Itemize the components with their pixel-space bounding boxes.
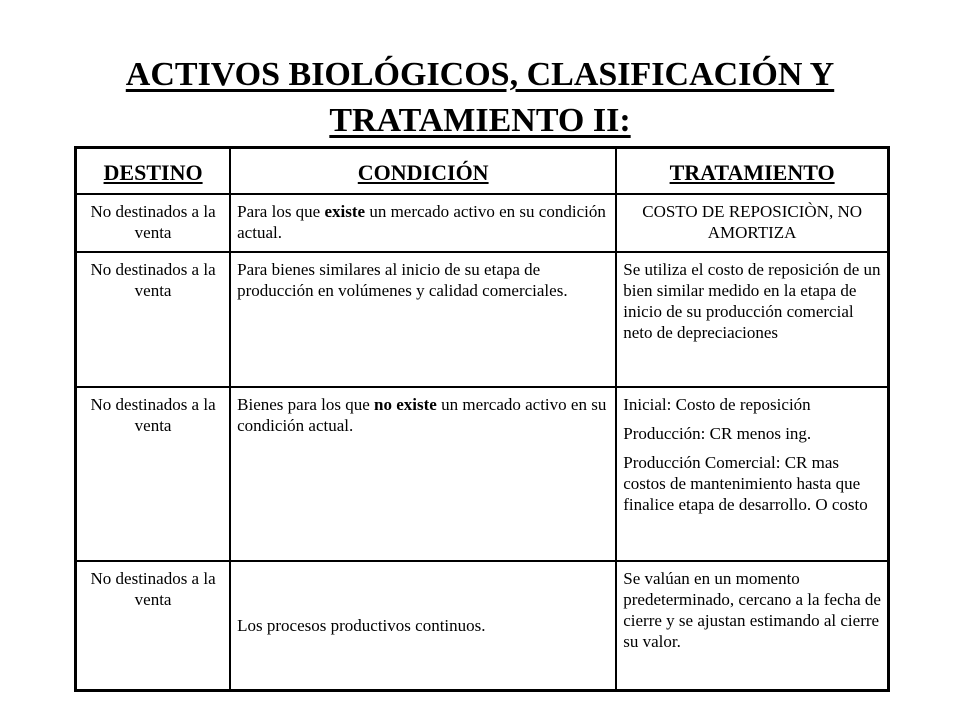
tratamiento-line: Producción Comercial: CR mas costos de mantenimiento hasta que finalice etapa de desarrollo. O costo [623, 453, 868, 514]
condicion-emphasis: no existe [374, 395, 437, 414]
title-line-1: ACTIVOS BIOLÓGICOS, CLASIFICACIÓN Y [125, 56, 835, 93]
condicion-text: un mercado activo en su condición actual. [237, 202, 606, 242]
tratamiento-cell [616, 387, 888, 561]
condicion-cell: Para bienes similares al inicio de su etapa de producción en volúmenes y calidad comerciales. [230, 252, 616, 387]
condicion-text: Bienes para los que [237, 395, 375, 414]
condicion-emphasis: existe [324, 202, 366, 221]
table-header-row [76, 148, 889, 195]
condicion-cell [230, 194, 616, 252]
tratamiento-cell: Se valúan en un momento predeterminado, cercano a la fecha de cierre y se ajustan estimando al cierre su valor. [616, 561, 888, 691]
destino-cell: No destinados a la venta [76, 387, 231, 561]
tratamiento-line: Inicial: Costo de reposición [623, 395, 811, 414]
title-line-2: TRATAMIENTO II: [329, 102, 631, 139]
table-row [76, 194, 889, 252]
condicion-text: Para los que [237, 202, 325, 221]
destino-cell: No destinados a la venta [76, 194, 231, 252]
tratamiento-cell: COSTO DE REPOSICIÒN, NO AMORTIZA [616, 194, 888, 252]
table-row [76, 561, 889, 691]
table-row [76, 252, 889, 387]
header-condicion: CONDICIÓN [230, 148, 616, 195]
classification-table [74, 146, 890, 692]
page-title [80, 52, 880, 144]
table-row [76, 387, 889, 561]
condicion-cell [230, 387, 616, 561]
header-tratamiento: TRATAMIENTO [616, 148, 888, 195]
header-destino: DESTINO [76, 148, 231, 195]
condicion-text: un mercado activo en su condición actual. [237, 395, 607, 435]
tratamiento-cell: Se utiliza el costo de reposición de un bien similar medido en la etapa de inicio de su producción comercial neto de depreciaciones [616, 252, 888, 387]
destino-cell: No destinados a la venta [76, 561, 231, 691]
destino-cell: No destinados a la venta [76, 252, 231, 387]
tratamiento-line: Producción: CR menos ing. [623, 424, 812, 443]
condicion-cell: Los procesos productivos continuos. [230, 561, 616, 691]
